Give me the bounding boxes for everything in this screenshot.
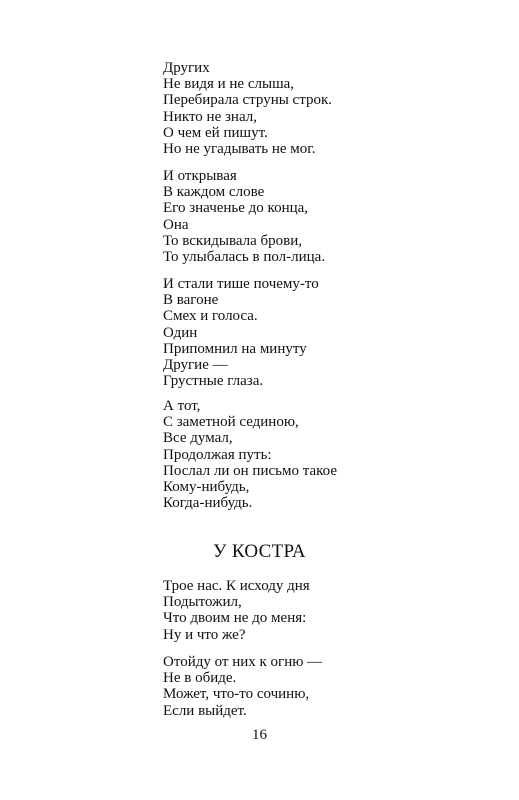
verse-line: Ну и что же? <box>163 626 246 643</box>
verse-line: А тот, <box>163 398 201 414</box>
verse-line: Другие — <box>163 357 228 374</box>
poem-title: У КОСТРА <box>213 541 306 562</box>
stanza-6 <box>163 654 503 719</box>
verse-line: Припомнил на минуту <box>163 340 307 357</box>
verse-line: Когда-нибудь. <box>163 495 253 512</box>
verse-line: Грустные глаза. <box>163 373 264 390</box>
verse-line: Смех и голоса. <box>163 308 258 325</box>
verse-line: Что двоим не до меня: <box>163 610 307 627</box>
verse-line: Все думал, <box>163 430 233 447</box>
verse-line: То вскидывала брови, <box>163 232 303 249</box>
verse-line: Один <box>163 324 198 341</box>
verse-line: И открывая <box>163 168 237 184</box>
verse-line: Продолжая путь: <box>163 446 272 463</box>
verse-line: Послал ли он письмо такое <box>163 462 337 479</box>
stanza-5 <box>163 578 503 643</box>
verse-line: С заметной сединою, <box>163 414 299 431</box>
verse-line: И стали тише почему-то <box>163 276 319 292</box>
verse-line: Отойду от них к огню — <box>163 654 323 670</box>
verse-line: Подытожил, <box>163 594 242 611</box>
stanza-1 <box>163 60 503 157</box>
stanza-4 <box>163 398 503 511</box>
stanza-3 <box>163 276 503 389</box>
verse-line: Кому-нибудь, <box>163 479 250 496</box>
page-number: 16 <box>252 727 267 743</box>
verse-line: В вагоне <box>163 292 219 309</box>
verse-line: В каждом слове <box>163 184 265 201</box>
verse-line: Его значенье до конца, <box>163 200 309 217</box>
verse-line: Если выйдет. <box>163 702 247 719</box>
verse-line: Она <box>163 216 189 233</box>
verse-line: Других <box>163 60 210 76</box>
verse-line: Но не угадывать не мог. <box>163 141 316 158</box>
stanza-2 <box>163 168 503 265</box>
verse-line: Не видя и не слыша, <box>163 76 295 93</box>
verse-line: Перебирала струны строк. <box>163 92 332 109</box>
verse-line: Не в обиде. <box>163 670 237 687</box>
verse-line: То улыбалась в пол-лица. <box>163 249 326 266</box>
verse-line: Может, что-то сочиню, <box>163 686 310 703</box>
verse-line: О чем ей пишут. <box>163 124 268 141</box>
verse-line: Трое нас. К исходу дня <box>163 578 310 594</box>
verse-line: Никто не знал, <box>163 108 257 125</box>
